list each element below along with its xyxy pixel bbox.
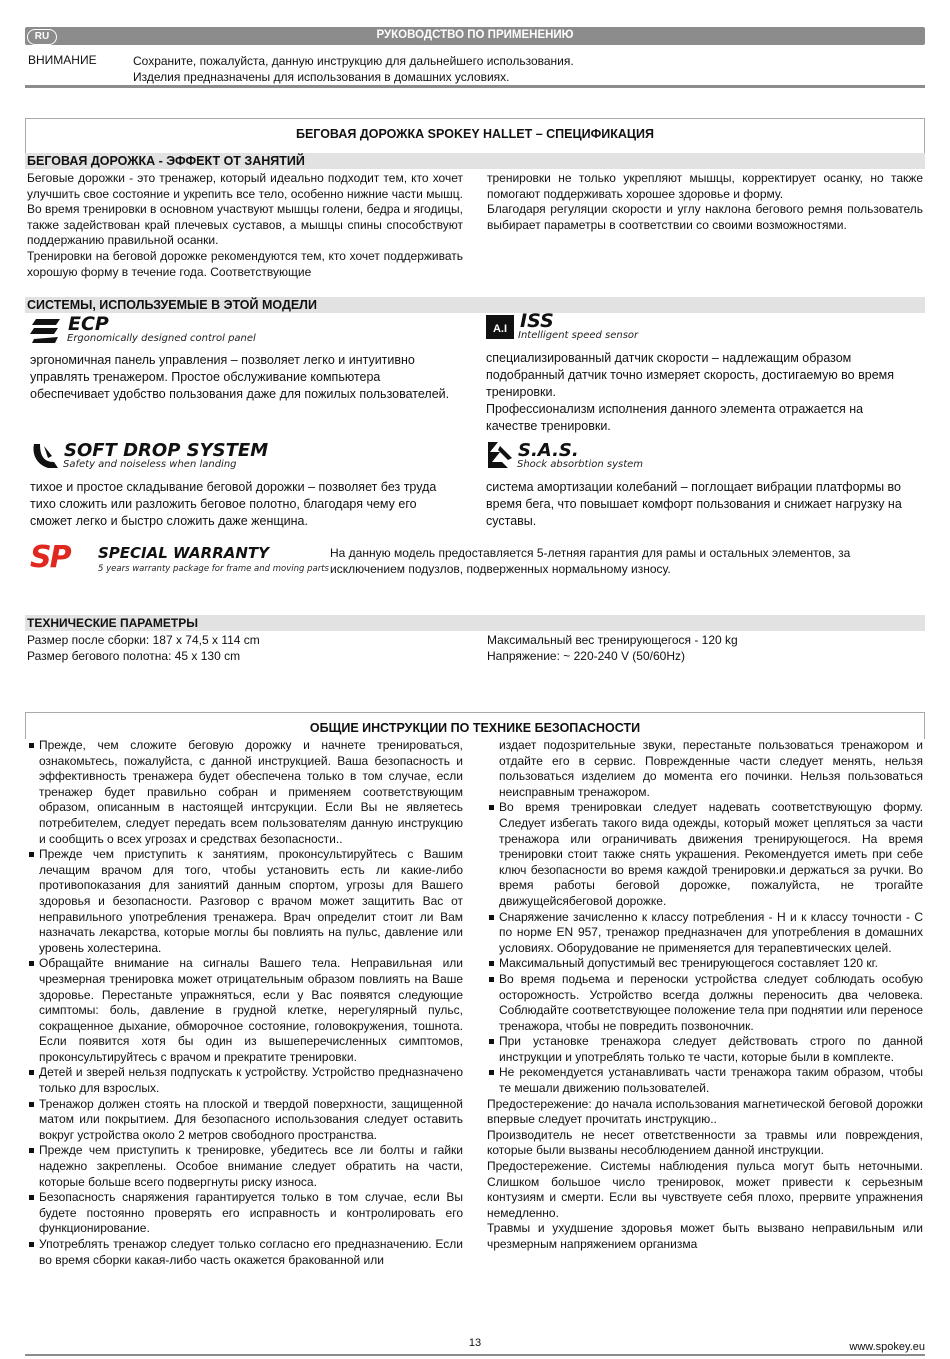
tech-left bbox=[27, 633, 467, 664]
iss-sub: Intelligent speed sensor bbox=[518, 330, 639, 341]
paragraph: Тренировки на беговой дорожке рекомендуются тем, кто хочет поддерживать хорошую форму в течение года. Соответствующие bbox=[27, 248, 463, 279]
effect-left-column bbox=[27, 171, 463, 280]
soft-drop-text: тихое и простое складывание беговой дорожки – позволяет без труда тихо сложить или разложить беговое полотно, благодаря чему его сможет легко и быстро сложить даже женщина. bbox=[30, 480, 437, 528]
iss-name: ISS bbox=[520, 310, 554, 332]
list-item: Прежде чем приступить к занятиям, проконсультируйтесь с Вашим лечащим врачом для того, чтобы установить есть ли какие-либо противопоказания для заниятий данным спортом, угрозы для Вашего здоровья и безопасности. Разговор с врачом может защитить Вас от неправильного употребления тренажера. Врач определит стоит ли Вам назначать лекарства, которые моглы бы повлиять на пульс, давление или уровень холестерина. bbox=[27, 847, 463, 956]
warning-text bbox=[133, 53, 833, 85]
list-item: Тренажор должен стоять на плоской и твердой поверхности, защищенной матом или покрытием. Для безопасного использования следует оставить вокруг устройства около 2 метров свободного пространства. bbox=[27, 1097, 463, 1144]
ecp-logo bbox=[30, 315, 290, 347]
ecp-text: эргономичная панель управления – позволяет легко и интуитивно управлять тренажером. Простое обслуживание компьютера обеспечивает удобство пользования даже для пожилых пользователей. bbox=[30, 353, 450, 401]
paragraph: тренировки не только укрепляют мышцы, корректирует осанку, но также помогают поддерживать хорошее здоровье и форму. bbox=[487, 171, 923, 201]
warning-label: ВНИМАНИЕ bbox=[28, 53, 97, 67]
effect-heading: БЕГОВАЯ ДОРОЖКА - ЭФФЕКТ ОТ ЗАНЯТИЙ bbox=[25, 153, 925, 169]
paragraph: Благодаря регуляции скорости и углу наклона бегового ремня пользователь выбирает параметры в соответствии со своими возможностями. bbox=[487, 202, 923, 232]
warning-line: Сохраните, пожалуйста, данную инструкцию для дальнейшего использования. bbox=[133, 54, 574, 68]
tech-right bbox=[487, 633, 923, 664]
paragraph: Предостережение: до начала использования магнетической беговой дорожки впервые следует прочитать инструкцию.. bbox=[487, 1096, 923, 1127]
paragraph: Беговые дорожки - это тренажер, который идеально подходит тем, кто хочет улучшить свое состояние и укрепить все тело, особенно нижние части мышц. Во время тренировки в основном участвуют мышцы голени, бедра и ягодицы, также задействован край плечевых суставов, а мышцы спины способствуют поддержанию правильной осанки. bbox=[27, 171, 464, 248]
ecp-name: ECP bbox=[68, 313, 109, 335]
sas-icon bbox=[486, 440, 514, 470]
sas-logo bbox=[486, 440, 746, 474]
header-title: РУКОВОДСТВО ПО ПРИМЕНЕНИЮ bbox=[376, 29, 574, 41]
safety-title: ОБЩИЕ ИНСТРУКЦИИ ПО ТЕХНИКЕ БЕЗОПАСНОСТИ bbox=[309, 721, 641, 735]
list-item-continued: издает подозрительные звуки, перестаньте пользоваться тренажором и отдайте его в сервис. Поврежденные части следует менять, нельзя пользоваться изделием до момента его починки. Нельзя пользоваться неисправным тренажором. bbox=[499, 738, 923, 799]
paragraph: Производитель не несет ответственности за травмы или повреждения, которые были вызваны несоблюдением данной инструкции. bbox=[487, 1127, 923, 1158]
warranty-mark: SP bbox=[30, 540, 70, 575]
divider bbox=[25, 85, 925, 88]
paragraph: специализированный датчик скорости – надлежащим образом подобранный датчик точно измеряет скорость, достигаемую во время тренировки. bbox=[486, 351, 895, 399]
tech-param: Напряжение: ~ 220-240 V (50/60Hz) bbox=[487, 648, 685, 663]
spec-title: БЕГОВАЯ ДОРОЖКА SPOKEY HALLET – СПЕЦИФИКАЦИЯ bbox=[295, 127, 655, 141]
tech-param: Размер бегового полотна: 45 x 130 cm bbox=[27, 648, 241, 663]
systems-heading: СИСТЕМЫ, ИСПОЛЬЗУЕМЫЕ В ЭТОЙ МОДЕЛИ bbox=[25, 297, 925, 313]
list-item: Прежде чем приступить к тренировке, убедитесь все ли болты и гайки надежно закреплены. Особое внимание следует обратить на части, которые больше всего подвергнуты риску износа. bbox=[27, 1143, 463, 1190]
list-item: Не рекомендуется устанавливать части тренажора таким образом, чтобы те мешали движению пользователей. bbox=[487, 1065, 923, 1096]
soft-drop-logo bbox=[30, 440, 310, 474]
tech-param: Размер после сборки: 187 x 74,5 x 114 cm bbox=[27, 633, 260, 647]
language-badge: RU bbox=[27, 29, 57, 45]
soft-drop-name: SOFT DROP SYSTEM bbox=[64, 440, 269, 461]
safety-list-right bbox=[487, 800, 923, 1096]
list-item: При установке тренажора следует действовать строго по данной инструкции и употреблять только те части, которые были в комплекте. bbox=[487, 1034, 923, 1065]
warranty-text: На данную модель предоставляется 5-летняя гарантия для рамы и остальных элементов, за исключением подузлов, подверженных нормальному износу. bbox=[330, 546, 851, 576]
list-item: Прежде, чем сложите беговую дорожку и начнете тренироваться, ознакомьтесь, пожалуйста, с данной инструкцией. Ваша безопасность и эффективность тренажера будет обеспечена только в том случае, если тренажер будет правильно собран и применяем соответствующим образом, описанным в настоящей интсрукции. Если Вы не являетесь потребителем, следует передать всем пользователям данную инструкцию и сообщить о всех угрозах и средствах безопасности.. bbox=[27, 738, 463, 847]
paragraph: Предостережение. Системы наблюдения пульса могут быть неточными. Слишком большое число тренировок, может привести к серьезным контузиям и смерти. Если вы чувствуете себя плохо, прервите упражнения немедленно. bbox=[487, 1159, 923, 1220]
soft-drop-icon bbox=[30, 440, 60, 470]
footer-rule bbox=[25, 1354, 925, 1356]
tech-heading: ТЕХНИЧЕСКИЕ ПАРАМЕТРЫ bbox=[25, 615, 925, 631]
list-item: Обращайте внимание на сигналы Вашего тела. Неправильная или чрезмерная тренировка может отрицательным образом повлиять на Ваше здоровье. Перестаньте упражняться, если у Вас появятся следующие симптомы: боль, давление в грудной клетке, нерегулярный пульс, сокращенное дыхание, обморочное состояние, головокружения, тошнота. Если появится хотя бы один из вышеперечисленных симптомов, проконсультируйтесь с врачом и прекратите тренировки. bbox=[27, 956, 463, 1065]
list-item: Во время тренировкаи следует надевать соответствующую форму. Следует избегать такого вида одежды, который может цепляться за части тренажора или ограничивать движения тренирующегося. На время тренировки стоит также снять украшения. Рекомендуется иметь при себе ключ безопасности во время каждой тренировки.и держаться за ручки. Во время работы беговой дорожке, пожалуйста, не трогайте движущейсябеговой дорожке. bbox=[487, 800, 923, 909]
warranty-name: SPECIAL WARRANTY bbox=[98, 544, 269, 562]
page-number: 13 bbox=[468, 1337, 482, 1349]
sas-name: S.A.S. bbox=[518, 440, 579, 461]
list-item: Безопасность снаряжения гарантируется только в том случае, если Вы будете постоянно проверять его исправность и контролировать его функционирование. bbox=[27, 1190, 463, 1237]
tech-param: Максимальный вес тренирующегося - 120 kg bbox=[487, 633, 738, 647]
footer-url[interactable]: www.spokey.eu bbox=[849, 1341, 925, 1353]
safety-list-left bbox=[27, 738, 463, 1268]
iss-badge: A.I bbox=[486, 315, 514, 339]
list-item: Во время подьема и переноски устройства следует соблюдать особую осторожность. Устройство всегда должны переносить два человека. Соблюдайте соответствующее положение тела при поднятии или переносе тренажора, чтобы не повредить позвоночник. bbox=[487, 972, 923, 1034]
warning-line: Изделия предназначены для использования в домашних условиях. bbox=[133, 70, 510, 84]
paragraph: Травмы и ухудшение здоровья может быть вызвано неправильным или чрезмерным напряжением организма bbox=[487, 1221, 923, 1251]
paragraph: Профессионализм исполнения данного элемента отражается на качестве тренировки. bbox=[486, 402, 864, 433]
ecp-icon bbox=[30, 317, 64, 345]
warranty-logo bbox=[30, 540, 330, 580]
effect-right-column bbox=[487, 171, 923, 233]
iss-logo bbox=[486, 310, 746, 345]
safety-right-column bbox=[487, 738, 923, 1253]
list-item: Употреблять тренажор следует только согласно его предназначению. Если во время сборки какая-либо часть окажется бракованной или bbox=[27, 1237, 463, 1268]
soft-drop-sub: Safety and noiseless when landing bbox=[63, 459, 237, 470]
sas-text: система амортизации колебаний – поглощает вибрации платформы во время бега, что повышает комфорт пользования и снижает нагрузку на суставы. bbox=[486, 480, 902, 528]
safety-left-column bbox=[27, 738, 463, 1268]
list-item: Максимальный допустимый вес тренирующегося составляет 120 кг. bbox=[487, 956, 923, 972]
iss-text bbox=[486, 350, 906, 435]
warranty-sub: 5 years warranty package for frame and moving parts bbox=[98, 564, 329, 574]
list-item: Снаряжение зачисленно к классу потребления - H и к классу точности - C по норме EN 957, тренажор предназначен для употребления в домашних условиях. Оборудование не применяется для терапевтических целей. bbox=[487, 910, 923, 957]
sas-sub: Shock absorbtion system bbox=[517, 459, 644, 470]
list-item: Детей и зверей нельзя подпускать к устройству. Устройство предназначено только для взрослых. bbox=[27, 1065, 463, 1096]
ecp-sub: Ergonomically designed control panel bbox=[67, 333, 256, 344]
